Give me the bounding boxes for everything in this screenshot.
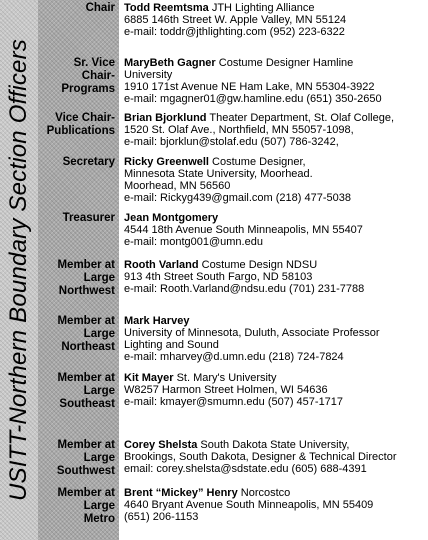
officer-info: Brent “Mickey” Henry Norcostco 4640 Bryant Avenue South Minneapolis, MN 55409 (651) 206-1153 — [124, 487, 374, 523]
officer-name: Mark Harvey — [124, 315, 190, 327]
officer-role: Chair — [85, 2, 115, 14]
officer-info: Brian Bjorklund Theater Department, St. Olaf College, 1520 St. Olaf Ave., Northfield, MN 55057-1098, e-mail: bjorklun@stolaf.edu (507) 786-3242, — [124, 112, 395, 148]
officer-name: Brian Bjorklund — [124, 112, 207, 124]
officer-role: Member at Large Southeast — [57, 372, 115, 410]
officer-info: Mark Harvey University of Minnesota, Duluth, Associate Professor Lighting and Sound e-mail: mharvey@d.umn.edu (218) 724-7824 — [124, 315, 380, 363]
sidebar — [0, 0, 39, 540]
officer-role: Member at Large Metro — [57, 487, 115, 525]
officer-role: Member at Large Northwest — [57, 259, 115, 297]
officer-role: Treasurer — [62, 212, 115, 224]
officer-info: MaryBeth Gagner Costume Designer Hamline University 1910 171st Avenue NE Ham Lake, MN 55304-3922 e-mail: mgagner01@gw.hamline.edu (651) 350-2650 — [124, 57, 382, 105]
officer-name: Ricky Greenwell — [124, 156, 209, 168]
officer-name: Jean Montgomery — [124, 212, 219, 224]
section-title: USITT-Northern Boundary Section Officers — [5, 39, 32, 501]
officer-info: Jean Montgomery 4544 18th Avenue South Minneapolis, MN 55407 e-mail: montg001@umn.edu — [124, 212, 363, 248]
officer-role: Vice Chair- Publications — [46, 112, 115, 137]
officer-role: Member at Large Northeast — [57, 315, 115, 353]
officer-info: Rooth Varland Costume Design NDSU 913 4th Street South Fargo, ND 58103 e-mail: Rooth.Varland@ndsu.edu (701) 231-7788 — [124, 259, 365, 295]
officer-role: Secretary — [62, 156, 115, 168]
officer-name: Todd Reemtsma — [124, 2, 209, 14]
officer-name: MaryBeth Gagner — [124, 57, 216, 69]
officer-name: Corey Shelsta — [124, 439, 198, 451]
officer-name: Kit Mayer — [124, 372, 174, 384]
officer-role: Sr. Vice Chair- Programs — [61, 57, 115, 95]
officer-role: Member at Large Southwest — [56, 439, 115, 477]
officer-info: Todd Reemtsma JTH Lighting Alliance 6885 146th Street W. Apple Valley, MN 55124 e-mail: toddr@jthlighting.com (952) 223-6322 — [124, 2, 347, 38]
officer-info: Corey Shelsta South Dakota State University, Brookings, South Dakota, Designer & Technical Director email: corey.shelsta@sdstate.edu (605) 688-4391 — [124, 439, 397, 475]
officer-name: Rooth Varland — [124, 259, 199, 271]
officer-name: Brent “Mickey” Henry — [124, 487, 238, 499]
officer-info: Ricky Greenwell Costume Designer, Minnesota State University, Moorhead. Moorhead, MN 56560 e-mail: Rickyg439@gmail.com (218) 477-5038 — [124, 156, 351, 204]
officer-info: Kit Mayer St. Mary's University W8257 Harmon Street Holmen, WI 54636 e-mail: kmayer@smumn.edu (507) 457-1717 — [124, 372, 344, 408]
